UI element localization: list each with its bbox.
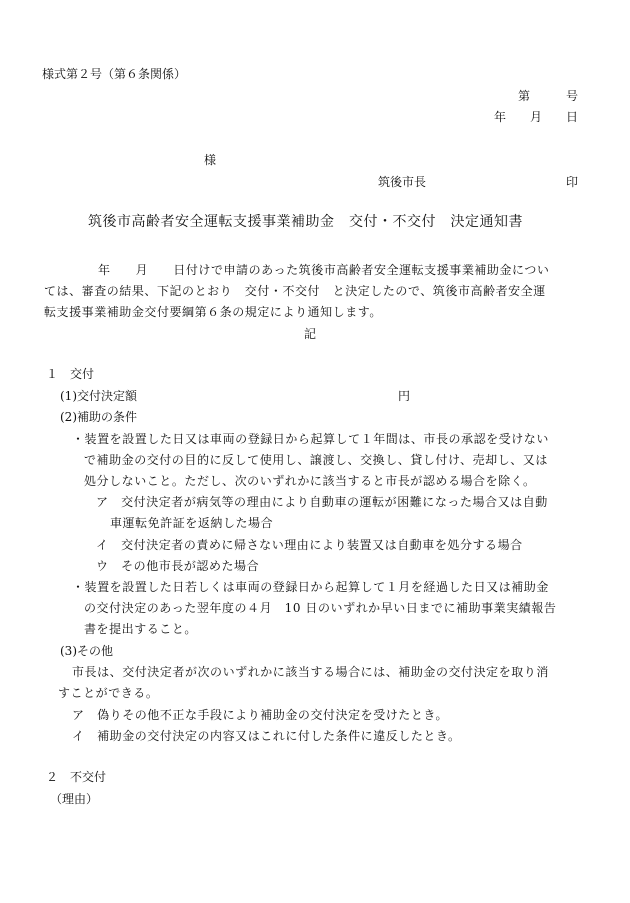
condition-2-line-3: 書を提出すること。 xyxy=(84,622,197,636)
exception-i: イ 交付決定者の責めに帰さない理由により装置又は自動車を処分する場合 xyxy=(96,538,523,552)
other-label: (3)その他 xyxy=(60,644,113,658)
section-1-heading: １ 交付 xyxy=(46,367,95,381)
issuer-seal: 印 xyxy=(566,175,579,189)
intro-line-1: 年 月 日付けで申請のあった筑後市高齢者安全運転支援事業補助金につい xyxy=(98,263,550,277)
condition-2-line-2: の交付決定のあった翌年度の４月 10 日のいずれか早い日までに補助事業実績報告 xyxy=(84,601,557,615)
form-number: 様式第２号（第６条関係） xyxy=(42,67,187,81)
other-item-i: イ 補助金の交付決定の内容又はこれに付した条件に違反したとき。 xyxy=(72,729,461,743)
condition-1-line-3: 処分しないこと。ただし、次のいずれかに該当すると市長が認める場合を除く。 xyxy=(84,474,536,488)
reason-label: （理由） xyxy=(50,792,99,806)
addressee-sama: 様 xyxy=(204,153,217,167)
other-line-2: すことができる。 xyxy=(58,686,159,700)
exception-a-line-1: ア 交付決定者が病気等の理由により自動車の運転が困難になった場合又は自動 xyxy=(96,495,548,509)
document-number-line: 第 号 xyxy=(517,89,578,103)
condition-1-line-1: ・装置を設置した日又は車両の登録日から起算して１年間は、市長の承認を受けない xyxy=(72,432,549,446)
amount-label: (1)交付決定額 xyxy=(60,389,137,403)
intro-line-3: 転支援事業補助金交付要綱第６条の規定により通知します。 xyxy=(44,305,382,319)
section-2-heading: ２ 不交付 xyxy=(46,770,107,784)
exception-u: ウ その他市長が認めた場合 xyxy=(96,559,260,573)
amount-unit: 円 xyxy=(398,389,411,403)
conditions-label: (2)補助の条件 xyxy=(60,410,137,424)
date-line: 年 月 日 xyxy=(493,110,578,124)
ki-marker: 記 xyxy=(304,327,317,341)
document-title: 筑後市高齢者安全運転支援事業補助金 交付・不交付 決定通知書 xyxy=(88,214,523,230)
other-line-1: 市長は、交付決定者が次のいずれかに該当する場合には、補助金の交付決定を取り消 xyxy=(72,665,549,679)
intro-line-2: ては、審査の結果、下記のとおり 交付・不交付 と決定したので、筑後市高齢者安全運 xyxy=(44,284,546,298)
condition-2-line-1: ・装置を設置した日若しくは車両の登録日から起算して１月を経過した日又は補助金 xyxy=(72,580,549,594)
other-item-a: ア 偽りその他不正な手段により補助金の交付決定を受けたとき。 xyxy=(72,708,449,722)
issuer-mayor: 筑後市長 xyxy=(378,175,427,189)
condition-1-line-2: で補助金の交付の目的に反して使用し、譲渡し、交換し、貸し付け、売却し、又は xyxy=(84,453,548,467)
exception-a-line-2: 車運転免許証を返納した場合 xyxy=(110,516,274,530)
